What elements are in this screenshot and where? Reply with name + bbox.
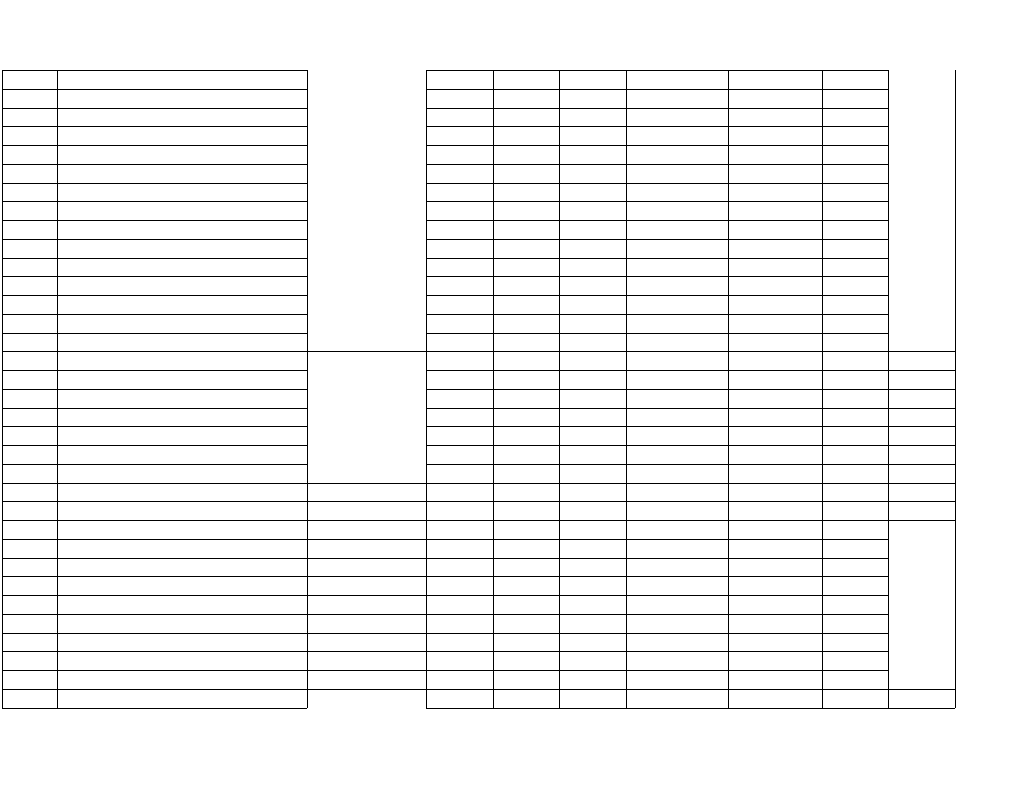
row-border	[888, 389, 955, 390]
serial-number-cell[interactable]	[2, 315, 57, 334]
phone-number-cell[interactable]	[307, 634, 426, 653]
row-border	[888, 370, 955, 371]
serial-number-cell[interactable]	[2, 352, 57, 371]
serial-number-cell[interactable]	[2, 484, 57, 503]
person-name-cell[interactable]	[57, 502, 307, 521]
row-border	[426, 333, 888, 334]
person-name-cell[interactable]	[57, 671, 307, 690]
row-border	[426, 89, 888, 90]
column-border	[493, 70, 494, 708]
person-name-cell[interactable]	[57, 427, 307, 446]
person-name-cell[interactable]	[57, 559, 307, 578]
row-border	[307, 576, 888, 577]
city-cell[interactable]	[559, 127, 626, 146]
row-border	[888, 501, 955, 502]
row-border	[426, 201, 888, 202]
row-border	[2, 276, 307, 277]
row-border	[426, 370, 888, 371]
row-border	[888, 708, 955, 709]
row-border	[2, 201, 307, 202]
city-cell[interactable]	[559, 259, 626, 278]
serial-number-cell[interactable]	[2, 559, 57, 578]
row-border	[426, 164, 888, 165]
row-border	[426, 295, 888, 296]
serial-number-cell[interactable]	[2, 596, 57, 615]
row-border	[426, 445, 888, 446]
row-border	[307, 633, 888, 634]
row-border	[2, 576, 307, 577]
row-border	[2, 333, 307, 334]
row-border	[2, 426, 307, 427]
column-border	[955, 70, 956, 708]
phone-number-cell[interactable]	[307, 502, 426, 521]
row-border	[888, 351, 955, 352]
row-border	[307, 689, 888, 690]
row-border	[426, 276, 888, 277]
column-border	[822, 70, 823, 708]
phone-number-cell[interactable]	[307, 484, 426, 503]
column-border	[57, 70, 58, 708]
city-cell[interactable]	[559, 296, 626, 315]
row-border	[888, 445, 955, 446]
row-border	[888, 689, 955, 690]
column-border	[559, 70, 560, 708]
city-cell[interactable]	[559, 390, 626, 409]
person-name-cell[interactable]	[57, 409, 307, 428]
row-border	[2, 239, 307, 240]
person-name-cell[interactable]	[57, 315, 307, 334]
row-border	[888, 426, 955, 427]
row-border	[2, 445, 307, 446]
person-name-cell[interactable]	[57, 146, 307, 165]
row-border	[426, 314, 888, 315]
row-border	[2, 389, 307, 390]
row-border	[426, 220, 888, 221]
row-border	[426, 389, 888, 390]
city-cell[interactable]	[559, 109, 626, 128]
serial-number-cell[interactable]	[2, 184, 57, 203]
row-border	[2, 351, 307, 352]
person-name-cell[interactable]	[57, 109, 307, 128]
serial-number-cell[interactable]	[2, 521, 57, 540]
city-cell[interactable]	[559, 146, 626, 165]
serial-number-cell[interactable]	[2, 277, 57, 296]
row-border	[307, 351, 426, 352]
row-border	[2, 651, 307, 652]
phone-number-cell[interactable]	[307, 596, 426, 615]
city-cell[interactable]	[559, 71, 626, 90]
row-border	[426, 464, 888, 465]
row-border	[2, 408, 307, 409]
row-border	[426, 258, 888, 259]
row-border	[2, 89, 307, 90]
row-border	[2, 708, 307, 709]
row-border	[888, 520, 955, 521]
row-border	[2, 258, 307, 259]
person-name-cell[interactable]	[57, 165, 307, 184]
city-cell[interactable]	[559, 427, 626, 446]
serial-number-cell[interactable]	[2, 259, 57, 278]
row-border	[307, 483, 426, 484]
column-border	[2, 70, 3, 708]
row-border	[2, 70, 307, 71]
row-border	[2, 670, 307, 671]
serial-number-cell[interactable]	[2, 371, 57, 390]
serial-number-cell[interactable]	[2, 109, 57, 128]
city-cell[interactable]	[559, 409, 626, 428]
phone-number-cell[interactable]	[307, 521, 426, 540]
phone-number-cell[interactable]	[307, 540, 426, 559]
person-name-cell[interactable]	[57, 259, 307, 278]
group-status-cell[interactable]	[888, 521, 955, 690]
serial-number-cell[interactable]	[2, 409, 57, 428]
row-border	[2, 689, 307, 690]
row-border	[307, 670, 888, 671]
person-name-cell[interactable]	[57, 484, 307, 503]
row-border	[2, 164, 307, 165]
serial-number-cell[interactable]	[2, 127, 57, 146]
row-border	[2, 126, 307, 127]
city-cell[interactable]	[559, 184, 626, 203]
serial-number-cell[interactable]	[2, 540, 57, 559]
person-name-cell[interactable]	[57, 184, 307, 203]
person-name-cell[interactable]	[57, 521, 307, 540]
city-cell[interactable]	[559, 221, 626, 240]
row-border	[307, 558, 888, 559]
row-border	[426, 126, 888, 127]
row-border	[426, 145, 888, 146]
row-border	[2, 520, 307, 521]
phone-number-cell[interactable]	[307, 559, 426, 578]
phone-number-cell[interactable]	[307, 671, 426, 690]
phone-number-cell[interactable]	[307, 615, 426, 634]
row-border	[307, 520, 888, 521]
row-border	[2, 558, 307, 559]
person-name-cell[interactable]	[57, 352, 307, 371]
row-border	[307, 539, 888, 540]
column-border	[307, 70, 308, 708]
person-name-cell[interactable]	[57, 221, 307, 240]
row-border	[426, 708, 888, 709]
person-name-cell[interactable]	[57, 334, 307, 353]
person-name-cell[interactable]	[57, 277, 307, 296]
row-border	[426, 70, 888, 71]
person-name-cell[interactable]	[57, 390, 307, 409]
city-cell[interactable]	[559, 465, 626, 484]
city-cell[interactable]	[559, 202, 626, 221]
serial-number-cell[interactable]	[2, 577, 57, 596]
group-phone-cell[interactable]	[307, 352, 426, 483]
person-name-cell[interactable]	[57, 465, 307, 484]
phone-number-cell[interactable]	[307, 652, 426, 671]
column-border	[728, 70, 729, 708]
row-border	[2, 633, 307, 634]
city-cell[interactable]	[559, 315, 626, 334]
person-name-cell[interactable]	[57, 240, 307, 259]
person-name-cell[interactable]	[57, 446, 307, 465]
row-border	[2, 145, 307, 146]
serial-number-cell[interactable]	[2, 240, 57, 259]
row-border	[888, 464, 955, 465]
row-border	[2, 183, 307, 184]
person-name-cell[interactable]	[57, 202, 307, 221]
row-border	[426, 351, 888, 352]
person-name-cell[interactable]	[57, 652, 307, 671]
serial-number-cell[interactable]	[2, 502, 57, 521]
person-name-cell[interactable]	[57, 371, 307, 390]
person-name-cell[interactable]	[57, 90, 307, 109]
serial-number-cell[interactable]	[2, 615, 57, 634]
row-border	[307, 501, 888, 502]
row-border	[307, 595, 888, 596]
row-border	[888, 408, 955, 409]
row-border	[2, 614, 307, 615]
row-border	[426, 408, 888, 409]
row-border	[2, 501, 307, 502]
row-border	[2, 314, 307, 315]
serial-number-cell[interactable]	[2, 165, 57, 184]
city-cell[interactable]	[559, 352, 626, 371]
row-border	[307, 614, 888, 615]
row-border	[2, 108, 307, 109]
serial-number-cell[interactable]	[2, 634, 57, 653]
column-border	[426, 70, 427, 708]
serial-number-cell[interactable]	[2, 71, 57, 90]
person-name-cell[interactable]	[57, 634, 307, 653]
serial-number-cell[interactable]	[2, 390, 57, 409]
city-cell[interactable]	[559, 165, 626, 184]
serial-number-cell[interactable]	[2, 427, 57, 446]
serial-number-cell[interactable]	[2, 296, 57, 315]
serial-number-cell[interactable]	[2, 90, 57, 109]
person-name-cell[interactable]	[57, 540, 307, 559]
row-border	[426, 239, 888, 240]
serial-number-cell[interactable]	[2, 446, 57, 465]
row-border	[888, 483, 955, 484]
person-name-cell[interactable]	[57, 615, 307, 634]
row-border	[426, 108, 888, 109]
row-border	[2, 595, 307, 596]
row-border	[426, 183, 888, 184]
serial-number-cell[interactable]	[2, 146, 57, 165]
serial-number-cell[interactable]	[2, 202, 57, 221]
serial-number-cell[interactable]	[2, 652, 57, 671]
city-cell[interactable]	[559, 446, 626, 465]
person-name-cell[interactable]	[57, 690, 307, 709]
row-border	[2, 220, 307, 221]
serial-number-cell[interactable]	[2, 465, 57, 484]
city-cell[interactable]	[559, 334, 626, 353]
row-border	[426, 426, 888, 427]
column-border	[626, 70, 627, 708]
person-name-cell[interactable]	[57, 127, 307, 146]
city-cell[interactable]	[559, 371, 626, 390]
serial-number-cell[interactable]	[2, 690, 57, 709]
city-cell[interactable]	[559, 240, 626, 259]
serial-number-cell[interactable]	[2, 671, 57, 690]
person-name-cell[interactable]	[57, 577, 307, 596]
city-cell[interactable]	[559, 277, 626, 296]
person-name-cell[interactable]	[57, 596, 307, 615]
person-name-cell[interactable]	[57, 71, 307, 90]
row-border	[307, 651, 888, 652]
row-border	[2, 483, 307, 484]
serial-number-cell[interactable]	[2, 334, 57, 353]
person-name-cell[interactable]	[57, 296, 307, 315]
phone-number-cell[interactable]	[307, 577, 426, 596]
column-border	[888, 70, 889, 708]
row-border	[2, 370, 307, 371]
row-border	[2, 539, 307, 540]
row-border	[426, 483, 888, 484]
row-border	[2, 295, 307, 296]
row-border	[2, 464, 307, 465]
city-cell[interactable]	[559, 90, 626, 109]
serial-number-cell[interactable]	[2, 221, 57, 240]
